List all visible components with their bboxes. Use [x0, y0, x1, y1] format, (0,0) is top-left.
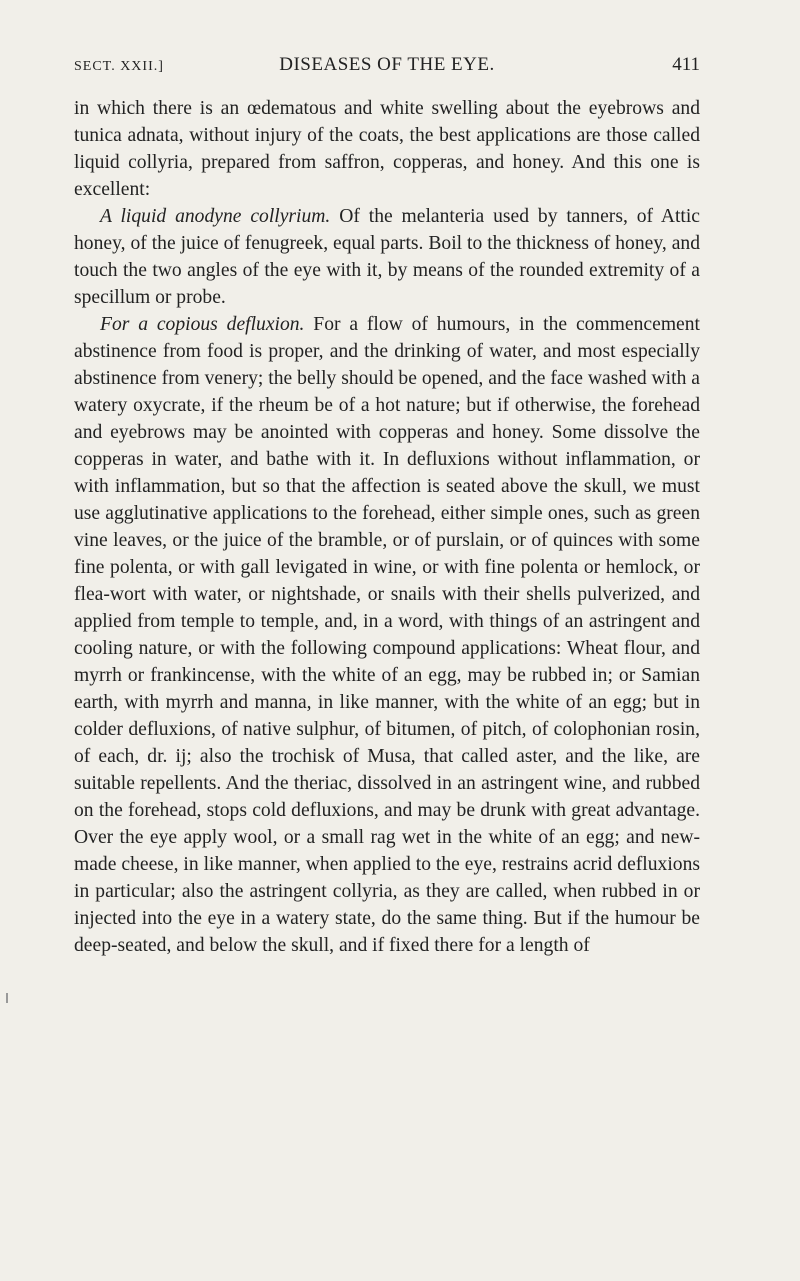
paragraph-3-heading: For a copious defluxion.: [100, 314, 305, 335]
page-title: DISEASES OF THE EYE.: [279, 54, 495, 75]
paragraph-3-text: For a flow of humours, in the commencement abstinence from food is proper, and the drinking of water, and most especially abstinence from venery; the belly should be opened, and the face washed with a watery oxycrate, if the rheum be of a hot nature; but if otherwise, the forehead and eyebrows may be anointed with copperas and honey. Some dissolve the copperas in water, and bathe with it. In defluxions without inflammation, or with inflammation, but so that the affection is seated above the skull, we must use agglutinative applications to the forehead, either simple ones, such as green vine leaves, or the juice of the bramble, or of purslain, or of quinces with some fine polenta, or with gall levigated in wine, or with fine polenta or hemlock, or flea-wort with water, or nightshade, or snails with their shells pulverized, and applied from temple to temple, and, in a word, with things of an astringent and cooling nature, or with the following compound applications: Wheat flour, and myrrh or frankincense, with the white of an egg, may be rubbed in; or Samian earth, with myrrh and manna, in like manner, with the white of an egg; but in colder defluxions, of native sulphur, of bitumen, of pitch, of colophonian rosin, of each, dr. ij; also the trochisk of Musa, that called aster, and the like, are suitable repellents. And the theriac, dissolved in an astringent wine, and rubbed on the forehead, stops cold defluxions, and may be drunk with great advantage. Over the eye apply wool, or a small rag wet in the white of an egg; and new-made cheese, in like manner, when applied to the eye, restrains acrid defluxions in particular; also the astringent collyria, as they are called, when rubbed in or injected into the eye in a watery state, do the same thing. But if the humour be deep-seated, and below the skull, and if fixed there for a length of: [74, 314, 700, 956]
paragraph-2-heading: A liquid anodyne collyrium.: [100, 206, 331, 227]
page-number: 411: [672, 54, 700, 75]
paragraph-2-text: Of the melanteria used by tanners, of Attic honey, of the juice of fenugreek, equal parts. Boil to the thickness of honey, and touch the two angles of the eye with it, by means of the rounded extremity of a specillum or probe.: [74, 206, 700, 308]
paragraph-2: [74, 203, 700, 311]
paragraph-1-text: in which there is an œdematous and white swelling about the eyebrows and tunica adnata, without injury of the coats, the best applications are those called liquid collyria, prepared from saffron, copperas, and honey. And this one is excellent:: [74, 98, 700, 200]
paragraph-1: [74, 95, 700, 203]
running-header: [74, 50, 700, 80]
section-label: SECT. XXII.]: [74, 59, 164, 74]
page-body: [74, 95, 700, 959]
margin-mark: [6, 993, 8, 1003]
paragraph-3: [74, 311, 700, 959]
